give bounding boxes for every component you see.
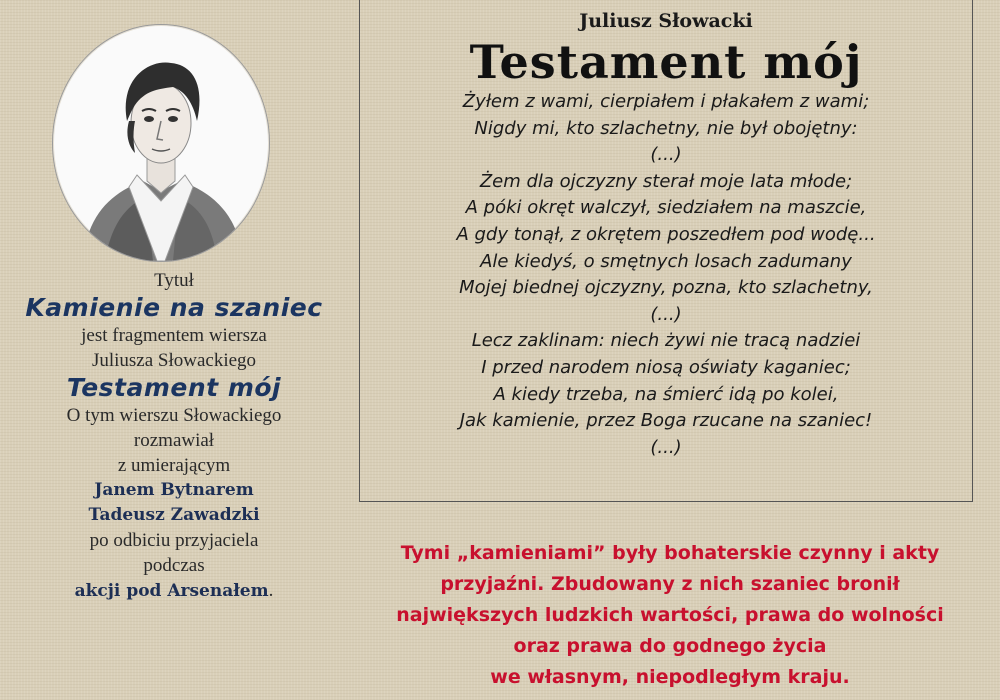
poet-portrait [52,24,270,262]
intro-line-1: jest fragmentem wiersza [81,325,267,346]
summary-line: we własnym, niepodległym kraju. [490,666,850,688]
intro-line-4: rozmawiał [133,430,215,451]
summary-line: oraz prawa do godnego życia [513,635,827,657]
poem-line: (...) [650,303,682,325]
poem-line: Lecz zaklinam: niech żywi nie tracą nadziei [471,330,861,352]
action-suffix: . [268,580,274,601]
poem-line: Jak kamienie, przez Boga rzucane na szaniec! [459,410,873,432]
poem-line: A kiedy trzeba, na śmierć idą po kolei, [493,383,839,405]
action-line [0,578,348,604]
poem-line: A gdy tonął, z okrętem poszedłem pod wodę... [456,223,876,245]
summary-line: największych ludzkich wartości, prawa do wolności [396,604,944,626]
poem-box [359,0,973,502]
poem-line: (...) [650,436,682,458]
poem-line: Żem dla ojczyzny sterał moje lata młode; [479,170,853,192]
intro-line-3: O tym wierszu Słowackiego [66,405,282,426]
summary-line: przyjaźni. Zbudowany z nich szaniec bronił [440,573,900,595]
intro-line-7: podczas [143,555,205,576]
book-title: Kamienie na szaniec [25,293,323,322]
person-name-2: Tadeusz Zawadzki [88,505,260,525]
poem-line: (...) [650,144,682,166]
poem-title-ref: Testament mój [66,373,282,402]
summary-line: Tymi „kamieniami” były bohaterskie czynny i akty [400,542,940,564]
intro-line-2: Juliusza Słowackiego [91,350,257,371]
intro-text [0,268,348,604]
poem-lines [360,89,972,461]
intro-line-5: z umierającym [117,455,231,476]
poem-title: Testament mój [469,35,863,89]
intro-line-6: po odbiciu przyjaciela [89,530,259,551]
label-title: Tytuł [154,270,194,291]
person-name-1: Janem Bytnarem [94,480,254,500]
poem-line: Mojej biednej ojczyzny, pozna, kto szlachetny, [459,277,873,299]
poem-line: I przed narodem niosą oświaty kaganiec; [481,356,851,378]
action-name: akcji pod Arsenałem [74,581,269,601]
poem-author: Juliusz Słowacki [579,10,753,32]
poem-line: Nigdy mi, kto szlachetny, nie był obojętny: [474,117,858,139]
poem-line: A póki okręt walczył, siedziałem na maszcie, [465,197,867,219]
poem-line: Ale kiedyś, o smętnych losach zadumany [480,250,852,272]
summary-text [352,538,988,693]
poet-portrait-icon [53,25,269,261]
poem-line: Żyłem z wami, cierpiałem i płakałem z wami; [462,91,870,112]
